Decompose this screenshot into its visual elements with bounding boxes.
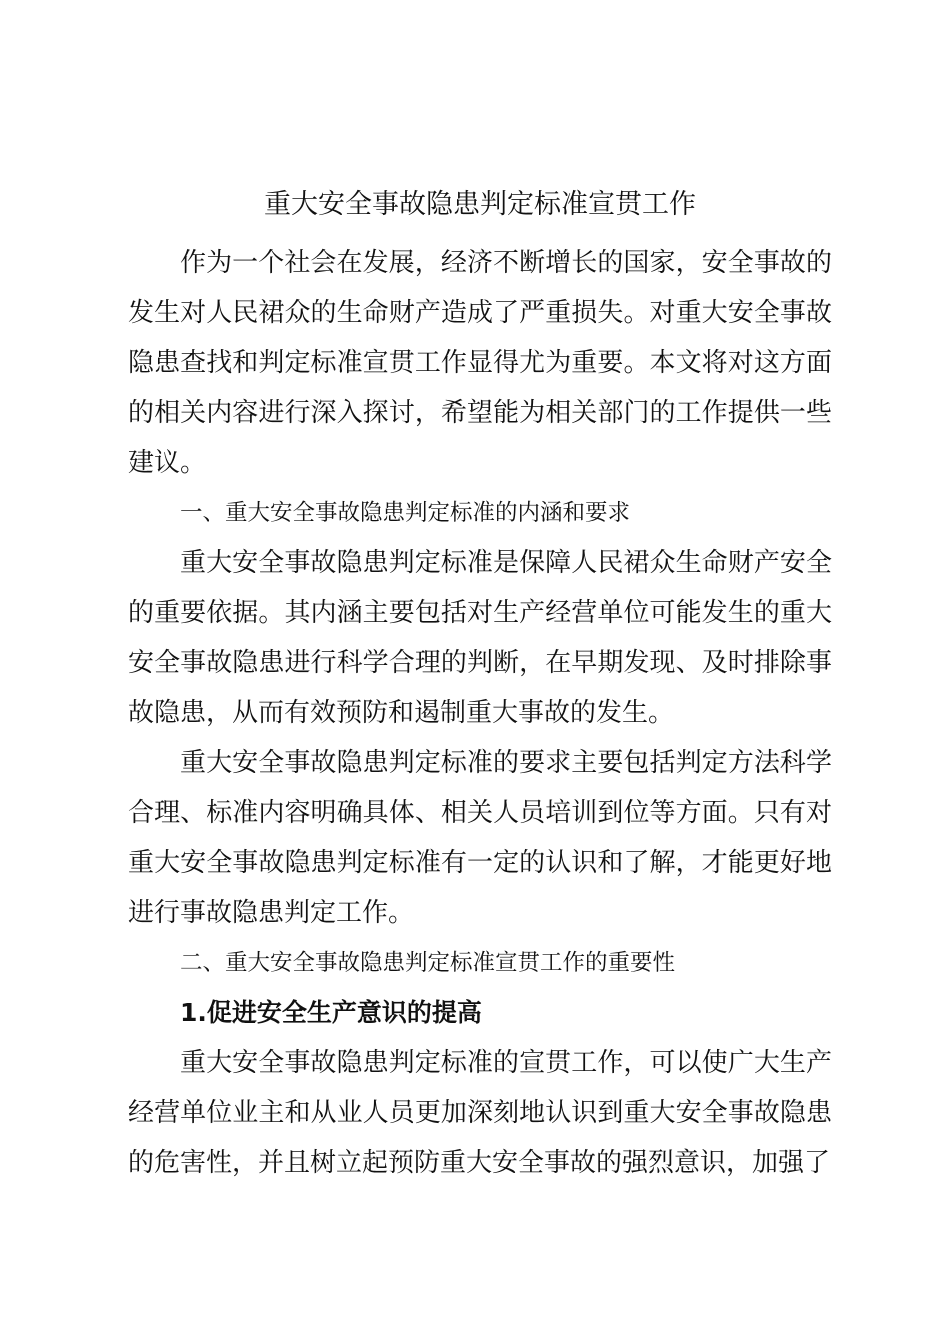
section-1-paragraph-1: 重大安全事故隐患判定标准是保障人民裙众生命财产安全的重要依据。其内涵主要包括对生产经营单位可能发生的重大安全事故隐患进行科学合理的判断，在早期发现、及时排除事故隐患，从而有效预防和遏制重大事故的发生。 [128, 548, 832, 728]
document-page [128, 186, 832, 1188]
document-title: 重大安全事故隐患判定标准宣贯工作 [264, 189, 696, 220]
section-2-subheading: 1.促进安全生产意识的提高 [180, 998, 482, 1027]
section-2-paragraph-1: 重大安全事故隐患判定标准的宣贯工作，可以使广大生产经营单位业主和从业人员更加深刻地认识到重大安全事故隐患的危害性，并且树立起预防重大安全事故的强烈意识，加强了 [128, 1048, 832, 1178]
section-1-heading: 一、重大安全事故隐患判定标准的内涵和要求 [180, 500, 631, 526]
section-2-heading: 二、重大安全事故隐患判定标准宣贯工作的重要性 [180, 950, 676, 976]
intro-paragraph: 作为一个社会在发展，经济不断增长的国家，安全事故的发生对人民裙众的生命财产造成了严重损失。对重大安全事故隐患查找和判定标准宣贯工作显得尤为重要。本文将对这方面的相关内容进行深入探讨，希望能为相关部门的工作提供一些建议。 [128, 248, 832, 478]
section-1-paragraph-2: 重大安全事故隐患判定标准的要求主要包括判定方法科学合理、标准内容明确具体、相关人员培训到位等方面。只有对重大安全事故隐患判定标准有一定的认识和了解，才能更好地进行事故隐患判定工作。 [128, 748, 832, 928]
